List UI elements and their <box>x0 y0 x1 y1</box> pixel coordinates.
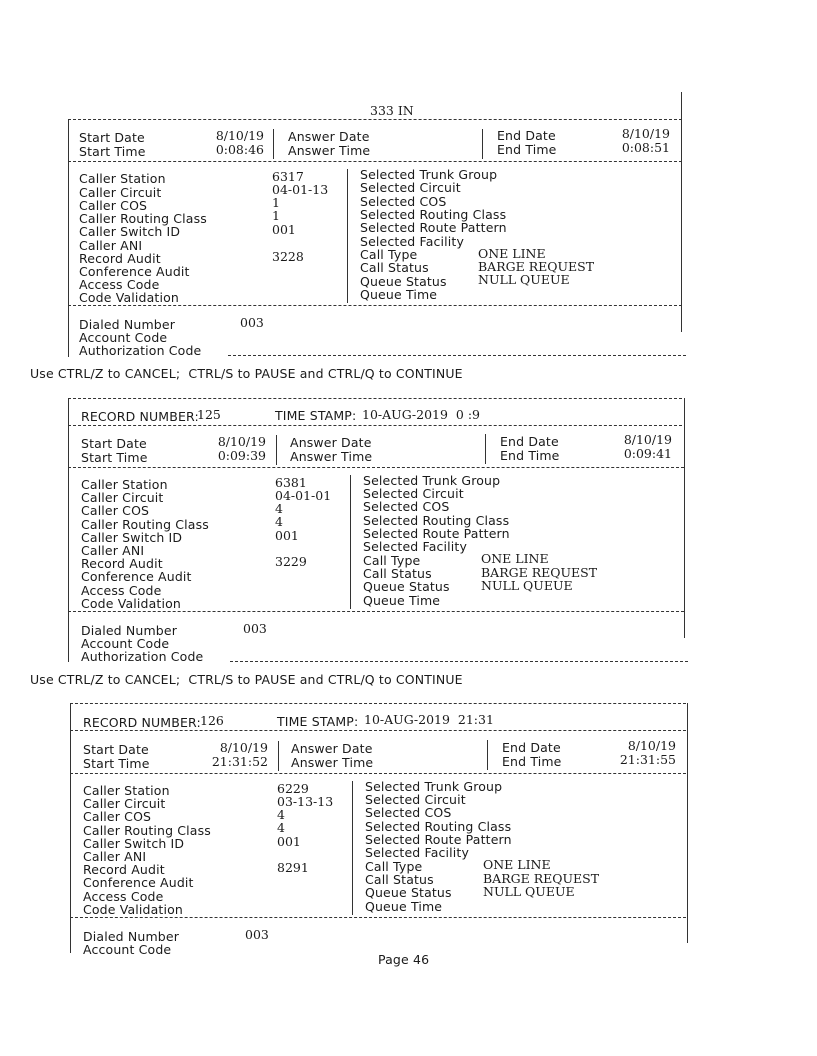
answer-time-label: Answer Time <box>290 449 373 464</box>
start-time-value: 21:31:52 <box>211 754 268 769</box>
col-sep <box>278 741 279 771</box>
caller-ani-label: Caller ANI <box>81 543 145 558</box>
divider <box>68 119 682 120</box>
selected-cos-label: Selected COS <box>365 805 452 820</box>
col-sep <box>350 475 351 609</box>
queue-time-label: Queue Time <box>365 899 443 914</box>
caller-cos-label: Caller COS <box>81 503 150 518</box>
start-time-label: Start Time <box>83 756 150 771</box>
caller-routing-class-label: Caller Routing Class <box>81 517 209 532</box>
queue-time-label: Queue Time <box>360 287 438 302</box>
selected-trunk-group-label: Selected Trunk Group <box>360 167 498 182</box>
caller-switch-id-label: Caller Switch ID <box>79 224 181 239</box>
queue-time-label: Queue Time <box>363 593 441 608</box>
col-sep <box>347 169 348 303</box>
selected-routing-class-label: Selected Routing Class <box>363 513 510 528</box>
col-sep <box>276 435 277 465</box>
border-left <box>68 398 69 662</box>
queue-status-label: Queue Status <box>360 274 447 289</box>
record-audit-label: Record Audit <box>83 862 165 877</box>
end-time-label: End Time <box>502 754 562 769</box>
start-time-label: Start Time <box>79 144 146 159</box>
end-date-value: 8/10/19 <box>627 738 676 753</box>
queue-status-value: NULL QUEUE <box>478 272 570 287</box>
end-time-value: 0:08:51 <box>621 140 670 155</box>
queue-status-value: NULL QUEUE <box>483 884 575 899</box>
call-status-value: BARGE REQUEST <box>481 565 598 580</box>
code-validation-label: Code Validation <box>79 290 179 305</box>
authorization-code-label: Authorization Code <box>81 649 204 664</box>
caller-station-value: 6381 <box>275 475 307 490</box>
selected-route-pattern-label: Selected Route Pattern <box>365 832 512 847</box>
col-sep <box>482 129 483 159</box>
end-date-label: End Date <box>497 128 556 143</box>
start-date-label: Start Date <box>81 436 147 451</box>
conference-audit-label: Conference Audit <box>79 264 190 279</box>
start-date-label: Start Date <box>79 130 145 145</box>
selected-routing-class-label: Selected Routing Class <box>360 207 507 222</box>
access-code-label: Access Code <box>83 889 164 904</box>
caller-routing-class-label: Caller Routing Class <box>79 211 207 226</box>
record-audit-label: Record Audit <box>79 251 161 266</box>
record-number-value: 126 <box>200 713 224 728</box>
caller-cos-value: 4 <box>277 807 285 822</box>
queue-status-value: NULL QUEUE <box>481 578 573 593</box>
call-type-value: ONE LINE <box>481 551 549 566</box>
selected-route-pattern-label: Selected Route Pattern <box>360 220 507 235</box>
account-code-label: Account Code <box>83 942 172 957</box>
caller-routing-class-value: 4 <box>277 820 285 835</box>
queue-status-label: Queue Status <box>363 579 450 594</box>
start-time-value: 0:09:39 <box>217 448 266 463</box>
caller-circuit-value: 04-01-01 <box>275 488 332 503</box>
call-status-value: BARGE REQUEST <box>478 259 595 274</box>
divider <box>230 661 688 662</box>
record-audit-value: 8291 <box>277 860 309 875</box>
call-type-label: Call Type <box>365 859 423 874</box>
divider <box>70 730 686 731</box>
selected-cos-label: Selected COS <box>363 499 450 514</box>
dialed-number-value: 003 <box>240 315 264 330</box>
access-code-label: Access Code <box>81 583 162 598</box>
end-time-label: End Time <box>497 142 557 157</box>
dialed-number-value: 003 <box>245 927 269 942</box>
code-validation-label: Code Validation <box>81 596 181 611</box>
col-sep <box>352 781 353 915</box>
record-audit-value: 3228 <box>272 249 304 264</box>
access-code-label: Access Code <box>79 277 160 292</box>
call-type-value: ONE LINE <box>483 857 551 872</box>
dialed-number-label: Dialed Number <box>79 317 175 332</box>
divider <box>68 425 682 426</box>
caller-station-value: 6229 <box>277 781 309 796</box>
end-time-value: 0:09:41 <box>623 446 672 461</box>
selected-circuit-label: Selected Circuit <box>365 792 466 807</box>
call-type-label: Call Type <box>363 553 421 568</box>
start-date-label: Start Date <box>83 742 149 757</box>
answer-time-label: Answer Time <box>288 143 371 158</box>
conference-audit-label: Conference Audit <box>81 569 192 584</box>
answer-date-label: Answer Date <box>288 129 370 144</box>
selected-routing-class-label: Selected Routing Class <box>365 819 512 834</box>
end-date-label: End Date <box>500 434 559 449</box>
divider <box>68 305 682 306</box>
caller-cos-value: 4 <box>275 501 283 516</box>
end-time-value: 21:31:55 <box>619 752 676 767</box>
divider <box>70 703 686 704</box>
dialed-number-label: Dialed Number <box>81 623 177 638</box>
selected-facility-label: Selected Facility <box>363 539 468 554</box>
selected-facility-label: Selected Facility <box>360 234 465 249</box>
call-type-value: ONE LINE <box>478 246 546 261</box>
call-type-label: Call Type <box>360 247 418 262</box>
end-date-value: 8/10/19 <box>621 126 670 141</box>
time-stamp-value: 10-AUG-2019 21:31 <box>364 712 494 727</box>
start-date-value: 8/10/19 <box>215 128 264 143</box>
dialed-number-value: 003 <box>243 621 267 636</box>
caller-station-label: Caller Station <box>81 477 168 492</box>
start-time-value: 0:08:46 <box>215 142 264 157</box>
caller-routing-class-value: 1 <box>272 208 280 223</box>
caller-ani-label: Caller ANI <box>83 849 147 864</box>
caller-station-label: Caller Station <box>79 171 166 186</box>
caller-ani-label: Caller ANI <box>79 238 143 253</box>
border-left <box>68 119 69 357</box>
caller-cos-label: Caller COS <box>83 809 152 824</box>
divider <box>70 773 686 774</box>
record-audit-label: Record Audit <box>81 556 163 571</box>
selected-facility-label: Selected Facility <box>365 845 470 860</box>
time-stamp-label: TIME STAMP: <box>275 408 357 423</box>
caller-circuit-label: Caller Circuit <box>83 796 166 811</box>
col-sep <box>485 434 486 464</box>
caller-switch-id-value: 001 <box>277 834 301 849</box>
col-sep <box>273 129 274 159</box>
caller-switch-id-value: 001 <box>275 528 299 543</box>
caller-circuit-value: 04-01-13 <box>272 182 329 197</box>
page-number: Page 46 <box>378 952 430 967</box>
call-status-label: Call Status <box>365 872 434 887</box>
divider <box>70 917 686 918</box>
code-validation-label: Code Validation <box>83 902 183 917</box>
border-left <box>70 703 71 953</box>
divider <box>68 161 682 162</box>
control-prompt: Use CTRL/Z to CANCEL; CTRL/S to PAUSE and CTRL/Q to CONTINUE <box>30 366 463 381</box>
call-status-value: BARGE REQUEST <box>483 871 600 886</box>
caller-routing-class-label: Caller Routing Class <box>83 823 211 838</box>
divider <box>228 355 686 356</box>
record-number-label: RECORD NUMBER: <box>83 715 201 730</box>
queue-status-label: Queue Status <box>365 885 452 900</box>
caller-switch-id-label: Caller Switch ID <box>81 530 183 545</box>
dialed-number-label: Dialed Number <box>83 929 179 944</box>
divider <box>68 611 684 612</box>
page-header: 333 IN <box>370 103 414 118</box>
caller-cos-value: 1 <box>272 195 280 210</box>
divider <box>68 467 684 468</box>
caller-station-label: Caller Station <box>83 783 170 798</box>
caller-circuit-value: 03-13-13 <box>277 794 334 809</box>
caller-switch-id-label: Caller Switch ID <box>83 836 185 851</box>
start-date-value: 8/10/19 <box>219 740 268 755</box>
border-right <box>684 398 685 638</box>
caller-switch-id-value: 001 <box>272 222 296 237</box>
answer-date-label: Answer Date <box>291 741 373 756</box>
divider <box>68 398 682 399</box>
time-stamp-label: TIME STAMP: <box>277 714 359 729</box>
account-code-label: Account Code <box>81 636 170 651</box>
record-number-value: 125 <box>197 407 221 422</box>
end-date-value: 8/10/19 <box>623 432 672 447</box>
caller-cos-label: Caller COS <box>79 198 148 213</box>
authorization-code-label: Authorization Code <box>79 343 202 358</box>
border-right <box>687 703 688 943</box>
start-time-label: Start Time <box>81 450 148 465</box>
selected-cos-label: Selected COS <box>360 194 447 209</box>
caller-circuit-label: Caller Circuit <box>81 490 164 505</box>
record-audit-value: 3229 <box>275 554 307 569</box>
conference-audit-label: Conference Audit <box>83 875 194 890</box>
col-sep <box>487 740 488 770</box>
answer-date-label: Answer Date <box>290 435 372 450</box>
border-right <box>681 92 682 332</box>
caller-circuit-label: Caller Circuit <box>79 185 162 200</box>
start-date-value: 8/10/19 <box>217 434 266 449</box>
selected-circuit-label: Selected Circuit <box>360 180 461 195</box>
account-code-label: Account Code <box>79 330 168 345</box>
control-prompt: Use CTRL/Z to CANCEL; CTRL/S to PAUSE and CTRL/Q to CONTINUE <box>30 672 463 687</box>
time-stamp-value: 10-AUG-2019 0 :9 <box>362 407 480 422</box>
call-status-label: Call Status <box>360 260 429 275</box>
selected-trunk-group-label: Selected Trunk Group <box>363 473 501 488</box>
call-status-label: Call Status <box>363 566 432 581</box>
caller-routing-class-value: 4 <box>275 514 283 529</box>
selected-route-pattern-label: Selected Route Pattern <box>363 526 510 541</box>
answer-time-label: Answer Time <box>291 755 374 770</box>
end-time-label: End Time <box>500 448 560 463</box>
selected-trunk-group-label: Selected Trunk Group <box>365 779 503 794</box>
selected-circuit-label: Selected Circuit <box>363 486 464 501</box>
caller-station-value: 6317 <box>272 169 304 184</box>
end-date-label: End Date <box>502 740 561 755</box>
record-number-label: RECORD NUMBER: <box>81 409 199 424</box>
